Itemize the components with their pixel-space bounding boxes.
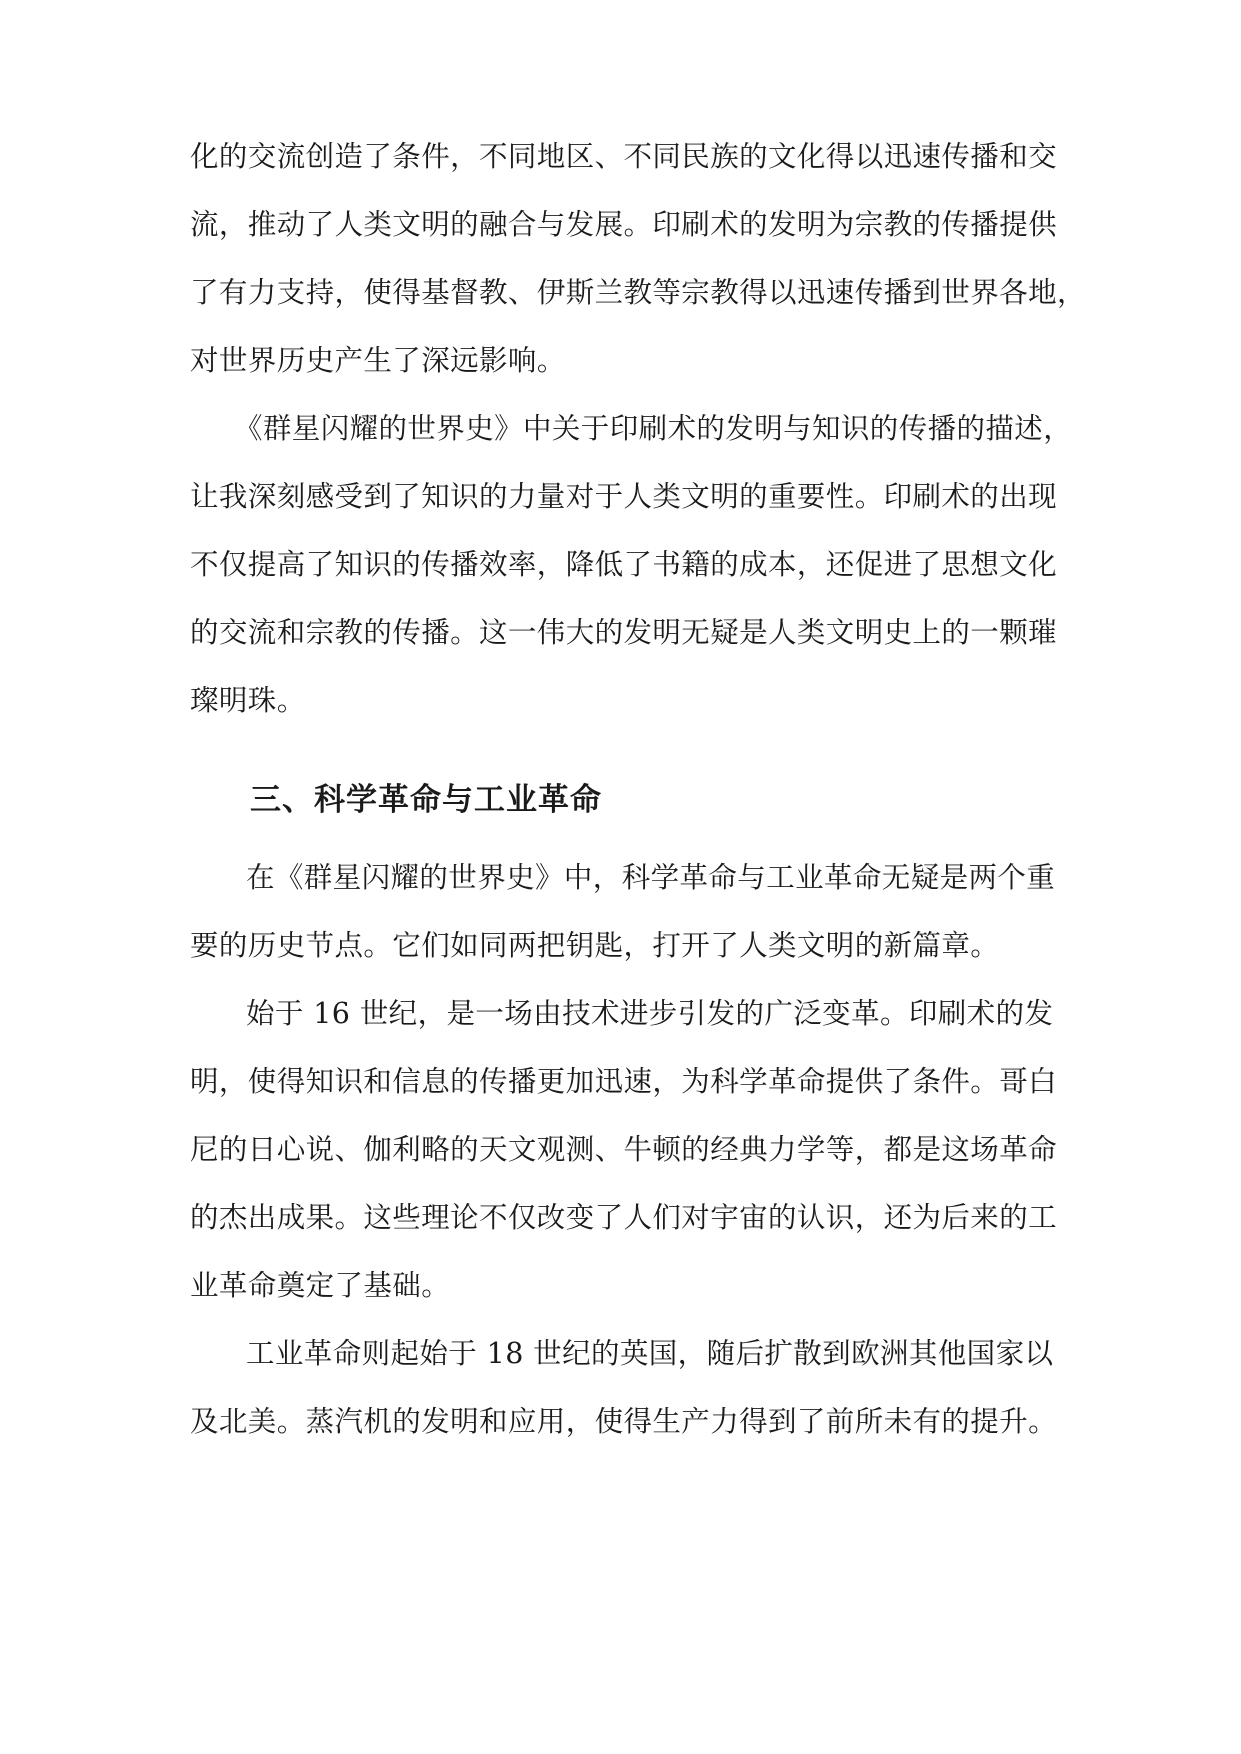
paragraph-3-line-2: 要的历史节点。它们如同两把钥匙，打开了人类文明的新篇章。: [190, 929, 1000, 962]
paragraph-4-line-5: 业革命奠定了基础。: [190, 1269, 451, 1302]
paragraph-4-line-4: 的杰出成果。这些理论不仅改变了人们对宇宙的认识，还为后来的工: [190, 1201, 1058, 1234]
paragraph-4-line-3: 尼的日心说、伽利略的天文观测、牛顿的经典力学等，都是这场革命: [190, 1133, 1058, 1166]
paragraph-3-line-1: 在《群星闪耀的世界史》中，科学革命与工业革命无疑是两个重: [246, 861, 1056, 894]
section-heading: 三、科学革命与工业革命: [250, 782, 602, 818]
paragraph-2-line-3: 不仅提高了知识的传播效率，降低了书籍的成本，还促进了思想文化: [190, 548, 1058, 581]
paragraph-4-line-1: 始于 16 世纪，是一场由技术进步引发的广泛变革。印刷术的发: [246, 997, 1054, 1030]
paragraph-4-line-2: 明，使得知识和信息的传播更加迅速，为科学革命提供了条件。哥白: [190, 1065, 1058, 1098]
paragraph-2-line-2: 让我深刻感受到了知识的力量对于人类文明的重要性。印刷术的出现: [190, 480, 1058, 513]
paragraph-2-line-1: 《群星闪耀的世界史》中关于印刷术的发明与知识的传播的描述，: [234, 412, 1073, 445]
paragraph-1-line-4: 对世界历史产生了深远影响。: [190, 344, 566, 377]
paragraph-5-line-1: 工业革命则起始于 18 世纪的英国，随后扩散到欧洲其他国家以: [246, 1337, 1054, 1370]
paragraph-1-line-2: 流，推动了人类文明的融合与发展。印刷术的发明为宗教的传播提供: [190, 208, 1058, 241]
paragraph-1-line-1: 化的交流创造了条件，不同地区、不同民族的文化得以迅速传播和交: [190, 140, 1058, 173]
paragraph-2-line-4: 的交流和宗教的传播。这一伟大的发明无疑是人类文明史上的一颗璀: [190, 616, 1058, 649]
paragraph-5-line-2: 及北美。蒸汽机的发明和应用，使得生产力得到了前所未有的提升。: [190, 1405, 1058, 1438]
paragraph-1-line-3: 了有力支持，使得基督教、伊斯兰教等宗教得以迅速传播到世界各地，: [190, 276, 1086, 309]
paragraph-2-line-5: 璨明珠。: [190, 684, 306, 717]
